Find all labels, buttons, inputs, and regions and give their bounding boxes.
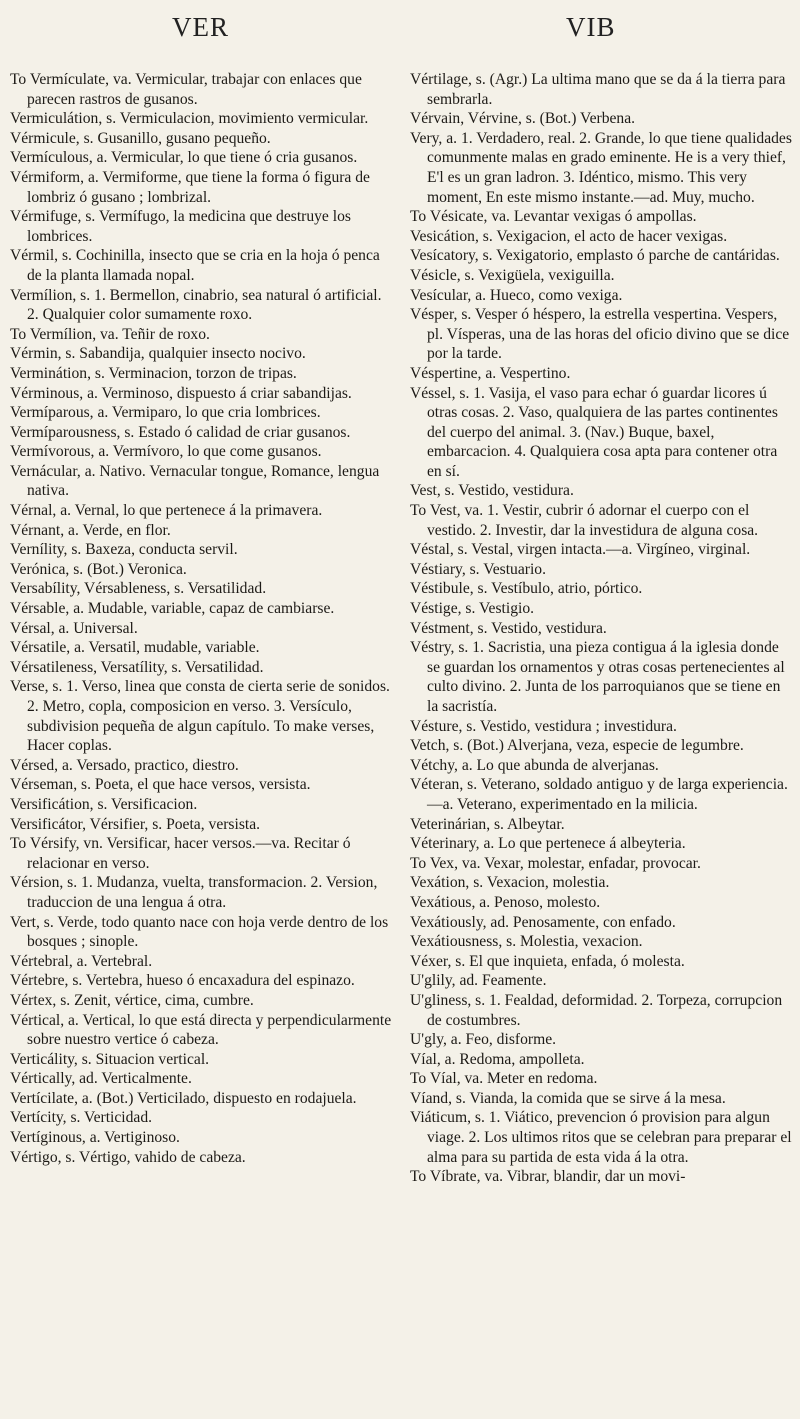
dictionary-entry: Vermiculátion, s. Vermiculacion, movimiento vermicular. <box>10 110 369 128</box>
dictionary-entry: Very, a. 1. Verdadero, real. 2. Grande, lo que tiene qualidades comunmente malas en grado eminente. He is a very thief, E'l es un gran ladron. 3. Idéntico, mismo. This very moment, En este mismo instante.—ad. Muy, mucho. <box>410 129 792 206</box>
dictionary-entry: Vértebral, a. Vertebral. <box>10 952 153 970</box>
dictionary-entry: Vesícular, a. Hueco, como vexiga. <box>410 286 623 304</box>
dictionary-entry: Vexátiously, ad. Penosamente, con enfado. <box>410 913 676 931</box>
dictionary-entry: U'glily, ad. Feamente. <box>410 972 547 990</box>
dictionary-entry: Vétchy, a. Lo que abunda de alverjanas. <box>410 756 659 774</box>
dictionary-entry: To Vex, va. Vexar, molestar, enfadar, provocar. <box>410 854 701 872</box>
dictionary-entry: Vérminous, a. Verminoso, dispuesto á criar sabandijas. <box>10 384 352 402</box>
dictionary-entry: Viáticum, s. 1. Viático, prevencion ó provision para algun viage. 2. Los ultimos ritos que se celebran para preparar el alma para su partida de esta vida á la otra. <box>410 1109 792 1166</box>
dictionary-entry: To Víbrate, va. Vibrar, blandir, dar un movi- <box>410 1168 686 1186</box>
dictionary-entry: Véterinary, a. Lo que pertenece á albeyteria. <box>410 835 686 853</box>
dictionary-entry: Vérsion, s. 1. Mudanza, vuelta, transformacion. 2. Version, traduccion de una lengua á otra. <box>10 874 378 911</box>
dictionary-entry: To Vésicate, va. Levantar vexigas ó ampollas. <box>410 208 697 226</box>
dictionary-entry: To Vermílion, va. Teñir de roxo. <box>10 325 210 343</box>
page-header <box>0 12 800 52</box>
dictionary-entry: Vermículous, a. Vermicular, lo que tiene ó cria gusanos. <box>10 149 358 167</box>
dictionary-entry: Vermíparous, a. Vermiparo, lo que cria lombrices. <box>10 404 321 422</box>
dictionary-entry: Vexátiousness, s. Molestia, vexacion. <box>410 933 643 951</box>
dictionary-entry: Verónica, s. (Bot.) Veronica. <box>10 560 187 578</box>
left-column <box>10 70 395 1167</box>
dictionary-entry: Vérsatile, a. Versatil, mudable, variable. <box>10 639 260 657</box>
dictionary-entry: Vesícatory, s. Vexigatorio, emplasto ó parche de cantáridas. <box>410 247 780 265</box>
right-column <box>410 70 792 1187</box>
dictionary-entry: Vetch, s. (Bot.) Alverjana, veza, especie de legumbre. <box>410 737 744 755</box>
dictionary-entry: Véstry, s. 1. Sacristia, una pieza contigua á la iglesia donde se guardan los ornamentos y otras cosas pertenecientes al culto divino. 2. Junta de los parroquianos que se tiene en la sacristía. <box>410 639 785 715</box>
dictionary-entry: Vésture, s. Vestido, vestidura ; investidura. <box>410 717 677 735</box>
dictionary-entry: Vérmicule, s. Gusanillo, gusano pequeño. <box>10 129 271 147</box>
dictionary-entry: Vérvain, Vérvine, s. (Bot.) Verbena. <box>410 110 636 128</box>
dictionary-entry: Vértically, ad. Verticalmente. <box>10 1070 192 1088</box>
dictionary-entry: Versificátor, Vérsifier, s. Poeta, versista. <box>10 815 261 833</box>
dictionary-entry: U'gliness, s. 1. Fealdad, deformidad. 2. Torpeza, corrupcion de costumbres. <box>410 991 783 1029</box>
dictionary-entry: To Víal, va. Meter en redoma. <box>410 1070 598 1088</box>
dictionary-entry: Vérnal, a. Vernal, lo que pertenece á la primavera. <box>10 502 323 520</box>
dictionary-entry: Vérsatileness, Versatílity, s. Versatilidad. <box>10 658 264 676</box>
dictionary-entry: Víand, s. Vianda, la comida que se sirve á la mesa. <box>410 1089 726 1107</box>
dictionary-entry: Vesicátion, s. Vexigacion, el acto de hacer vexigas. <box>410 227 728 245</box>
dictionary-entry: Vertícity, s. Verticidad. <box>10 1109 153 1127</box>
dictionary-entry: Vernácular, a. Nativo. Vernacular tongue, Romance, lengua nativa. <box>10 462 380 500</box>
dictionary-entry: Vermílion, s. 1. Bermellon, cinabrio, sea natural ó artificial. 2. Qualquier color sumamente roxo. <box>10 286 382 324</box>
dictionary-entry: Víal, a. Redoma, ampolleta. <box>410 1050 585 1068</box>
dictionary-entry: Veterinárian, s. Albeytar. <box>410 815 565 833</box>
dictionary-entry: Véxer, s. El que inquieta, enfada, ó molesta. <box>410 952 685 970</box>
dictionary-entry: Vértical, a. Vertical, lo que está directa y perpendicularmente sobre nuestro vertice ó cabeza. <box>10 1011 392 1049</box>
dictionary-entry: Versabílity, Vérsableness, s. Versatilidad. <box>10 580 267 598</box>
dictionary-entry: Vermívorous, a. Vermívoro, lo que come gusanos. <box>10 443 322 461</box>
dictionary-entry: Vexátion, s. Vexacion, molestia. <box>410 874 610 892</box>
dictionary-entry: Véstige, s. Vestigio. <box>410 600 535 618</box>
dictionary-entry: Vérmin, s. Sabandija, qualquier insecto nocivo. <box>10 345 306 363</box>
dictionary-entry: Véstment, s. Vestido, vestidura. <box>410 619 607 637</box>
dictionary-entry: Vexátious, a. Penoso, molesto. <box>410 893 601 911</box>
dictionary-entry: To Vermículate, va. Vermicular, trabajar con enlaces que parecen rastros de gusanos. <box>10 71 362 108</box>
dictionary-entry: Vérsable, a. Mudable, variable, capaz de cambiarse. <box>10 600 335 618</box>
dictionary-entry: Vérmiform, a. Vermiforme, que tiene la forma ó figura de lombriz ó gusano ; lombrizal. <box>10 168 370 206</box>
dictionary-entry: Vest, s. Vestido, vestidura. <box>410 482 574 500</box>
running-head-right: VIB <box>566 12 616 42</box>
dictionary-entry: To Vérsify, vn. Versificar, hacer versos.—va. Recitar ó relacionar en verso. <box>10 835 351 872</box>
dictionary-entry: Vésicle, s. Vexigüela, vexiguilla. <box>410 266 615 284</box>
dictionary-entry: Verminátion, s. Verminacion, torzon de tripas. <box>10 364 297 382</box>
dictionary-entry: Vésper, s. Vesper ó héspero, la estrella vespertina. Vespers, pl. Vísperas, una de las horas del oficio divino que se dice por la tarde. <box>410 306 790 363</box>
dictionary-entry: Vértilage, s. (Agr.) La ultima mano que se da á la tierra para sembrarla. <box>410 71 786 108</box>
dictionary-entry: Véssel, s. 1. Vasija, el vaso para echar ó guardar licores ú otras cosas. 2. Vaso, qualquiera de las partes continentes del cuerpo del animal. 3. (Nav.) Buque, baxel, embarcacion. 4. Qualquiera cosa apta para contener otra en sí. <box>410 384 778 480</box>
dictionary-entry: Véteran, s. Veterano, soldado antiguo y de larga experiencia.—a. Veterano, experimentado en la milicia. <box>410 776 788 813</box>
dictionary-entry: U'gly, a. Feo, disforme. <box>410 1031 557 1049</box>
dictionary-entry: Véspertine, a. Vespertino. <box>410 364 571 382</box>
dictionary-entry: Vérsed, a. Versado, practico, diestro. <box>10 756 239 774</box>
dictionary-entry: Verse, s. 1. Verso, linea que consta de cierta serie de sonidos. 2. Metro, copla, composicion en verso. 3. Versículo, subdivision pequeña de algun capítulo. To make verses, Hacer coplas. <box>10 678 390 755</box>
dictionary-entry: Vérnant, a. Verde, en flor. <box>10 521 171 539</box>
dictionary-entry: Vérsal, a. Universal. <box>10 619 138 637</box>
dictionary-entry: Vertícilate, a. (Bot.) Verticilado, dispuesto en rodajuela. <box>10 1089 357 1107</box>
dictionary-entry: Vértigo, s. Vértigo, vahido de cabeza. <box>10 1148 246 1166</box>
dictionary-entry: Vert, s. Verde, todo quanto nace con hoja verde dentro de los bosques ; sinople. <box>10 913 389 951</box>
dictionary-entry: Vérmil, s. Cochinilla, insecto que se cria en la hoja ó penca de la planta llamada nopal. <box>10 247 380 284</box>
dictionary-entry: Vérmifuge, s. Vermífugo, la medicina que destruye los lombrices. <box>10 208 351 245</box>
dictionary-entry: Verticálity, s. Situacion vertical. <box>10 1050 210 1068</box>
dictionary-entry: Vernílity, s. Baxeza, conducta servil. <box>10 541 238 559</box>
dictionary-entry: Véstiary, s. Vestuario. <box>410 560 546 578</box>
dictionary-entry: Vérseman, s. Poeta, el que hace versos, versista. <box>10 776 311 794</box>
dictionary-entry: Vertíginous, a. Vertiginoso. <box>10 1129 180 1147</box>
dictionary-entry: Véstal, s. Vestal, virgen intacta.—a. Virgíneo, virginal. <box>410 541 751 559</box>
dictionary-entry: To Vest, va. 1. Vestir, cubrir ó adornar el cuerpo con el vestido. 2. Investir, dar la investidura de alguna cosa. <box>410 502 759 539</box>
dictionary-entry: Vértex, s. Zenit, vértice, cima, cumbre. <box>10 991 254 1009</box>
dictionary-entry: Vértebre, s. Vertebra, hueso ó encaxadura del espinazo. <box>10 972 355 990</box>
dictionary-entry: Versificátion, s. Versificacion. <box>10 795 198 813</box>
running-head-left: VER <box>172 12 229 42</box>
dictionary-entry: Vermíparousness, s. Estado ó calidad de criar gusanos. <box>10 423 351 441</box>
dictionary-entry: Véstibule, s. Vestíbulo, atrio, pórtico. <box>410 580 643 598</box>
